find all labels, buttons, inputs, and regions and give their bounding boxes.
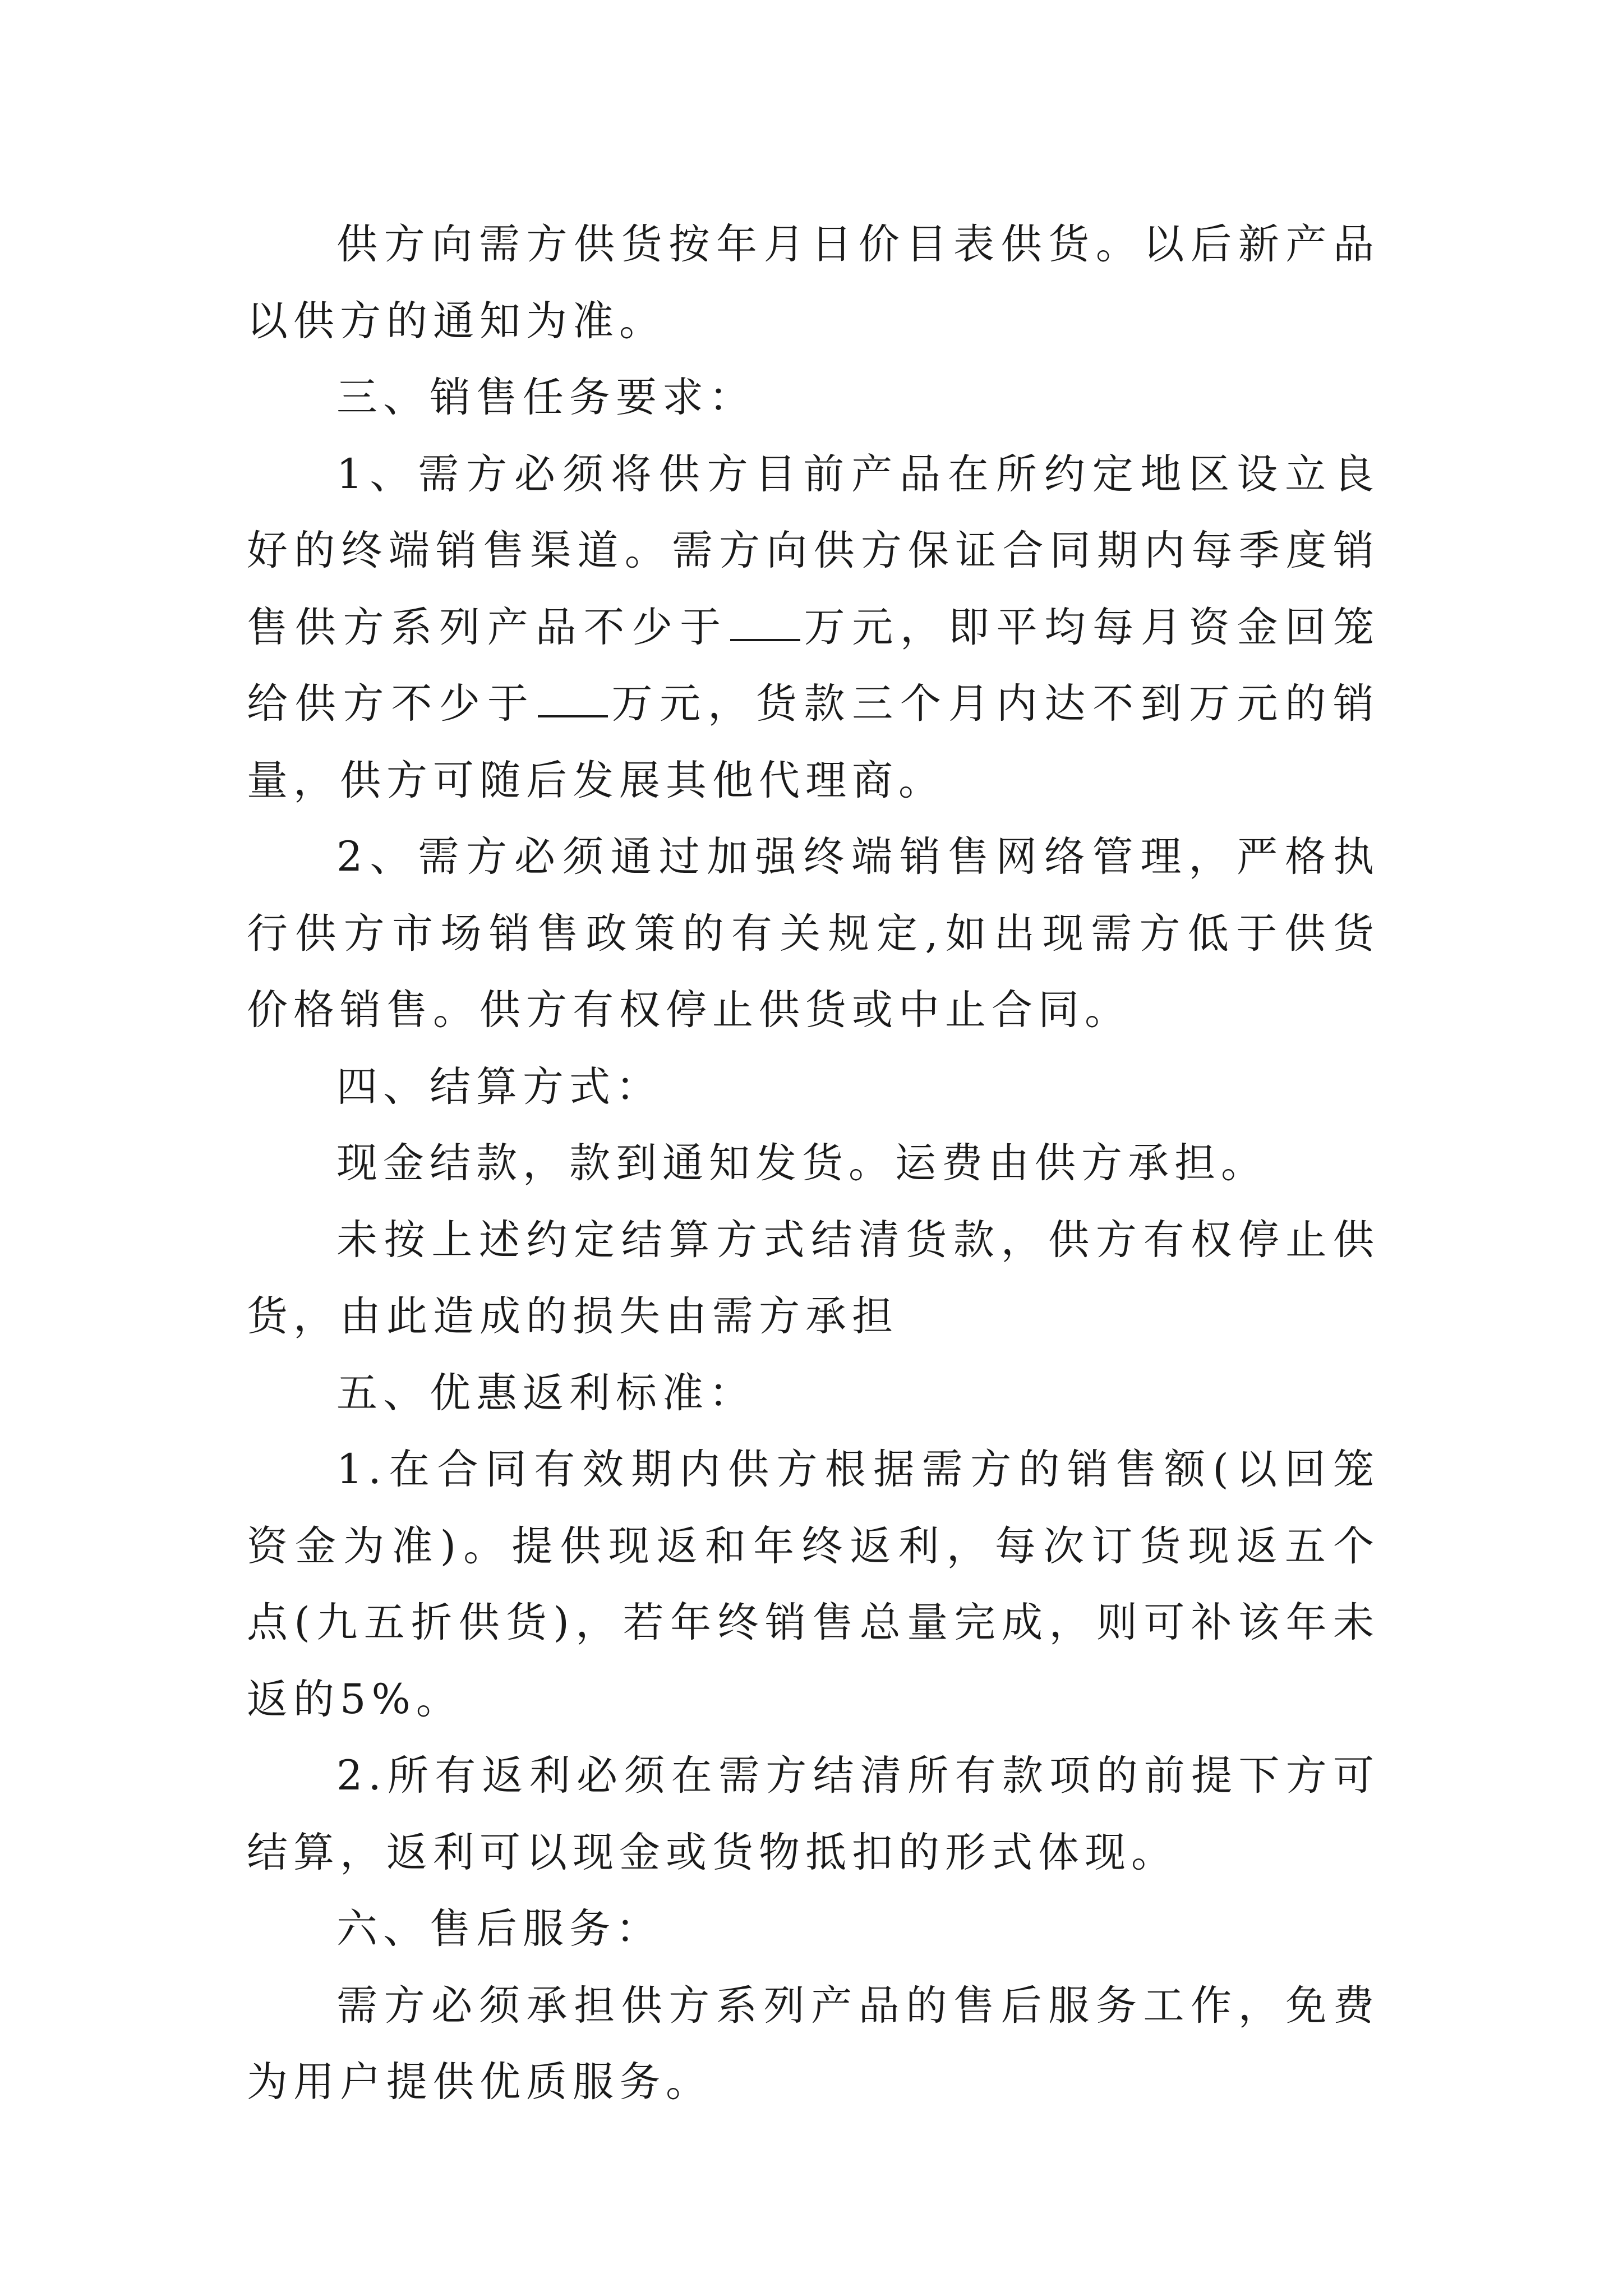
fill-in-blank-quarterly-amount	[730, 605, 800, 641]
section-heading-sales-requirements: 三、销售任务要求：	[336, 374, 755, 421]
section-heading-rebate: 五、优惠返利标准：	[336, 1369, 755, 1417]
section-heading-settlement: 四、结算方式：	[336, 1062, 662, 1111]
paragraph-rebate-2: 2.所有返利必须在需方结清所有款项的前提下方可结算，返利可以现金或货物抵扣的形式体现。	[247, 1752, 1380, 1876]
paragraph-after-sales: 需方必须承担供方系列产品的售后服务工作，免费为用户提供优质服务。	[247, 1981, 1380, 2106]
paragraph-text: 万元，即平均每月资金回笼给供方不少于	[247, 603, 1380, 728]
fill-in-blank-monthly-amount	[538, 682, 608, 717]
document-body	[247, 206, 1380, 2121]
paragraph-cash-settlement: 现金结款，款到通知发货。运费由供方承担。	[336, 1139, 1267, 1187]
paragraph-pricing: 供方向需方供货按年月日价目表供货。以后新产品以供方的通知为准。	[247, 220, 1380, 345]
paragraph-sales-channel	[247, 436, 1380, 820]
section-heading-after-sales: 六、售后服务：	[336, 1905, 662, 1953]
paragraph-settlement-penalty: 未按上述约定结算方式结清货款，供方有权停止供货，由此造成的损失由需方承担	[247, 1216, 1380, 1340]
paragraph-text: 1、需方必须将供方目前产品在所约定地区设立良好的终端销售渠道。需方向供方保证合同期内每季度销售供方系列产品不少于	[247, 450, 1380, 651]
paragraph-text: 万元，货款三个月内达不到万元的销量，供方可随后发展其他代理商。	[247, 680, 1380, 804]
paragraph-network-management: 2、需方必须通过加强终端销售网络管理，严格执行供方市场销售政策的有关规定,如出现需方低于供货价格销售。供方有权停止供货或中止合同。	[247, 833, 1380, 1034]
paragraph-rebate-1: 1.在合同有效期内供方根据需方的销售额(以回笼资金为准)。提供现返和年终返利，每次订货现返五个点(九五折供货)，若年终销售总量完成，则可补该年未返的5%。	[247, 1446, 1380, 1723]
